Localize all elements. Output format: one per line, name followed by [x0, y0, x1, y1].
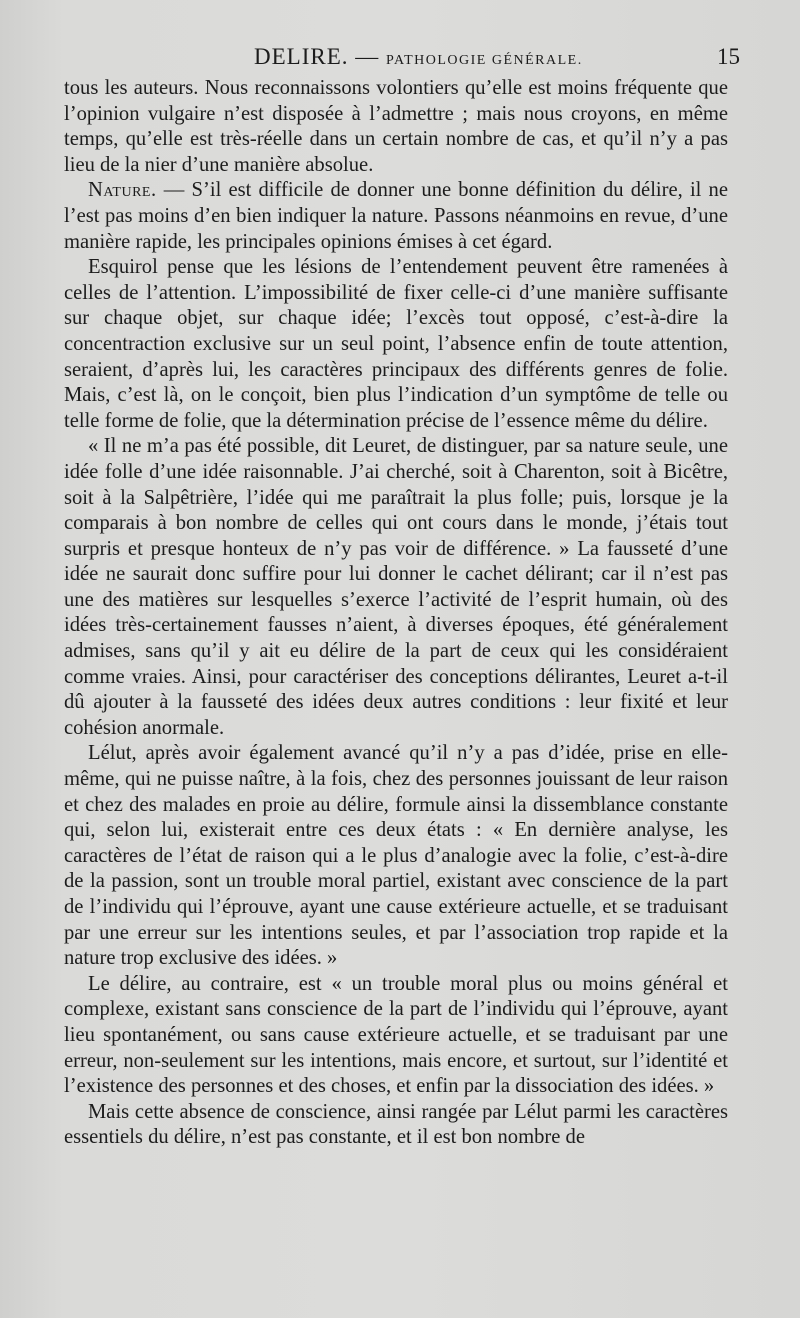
paragraph-3: Esquirol pense que les lésions de l’entendement peuvent être ramenées à celles de l’attention. L’impossibilité de fixer celle-ci d’une manière suffisante sur chaque objet, sur chaque idée; l’excès tout opposé, c’est-à-dire la concentraction exclusive sur un seul point, l’absence enfin de toute attention, seraient, d’après lui, les caractères principaux des différents genres de folie. Mais, c’est là, on le conçoit, bien plus l’indication d’un symptôme de telle ou telle forme de folie, que la détermination précise de l’essence même du délire.	[64, 256, 728, 432]
running-head	[64, 44, 740, 76]
running-head-separator: —	[348, 44, 387, 69]
section-lead-nature: Nature.	[88, 179, 157, 202]
running-head-title	[254, 44, 583, 70]
paragraph-2-text: — S’il est difficile de donner une bonne définition du délire, il ne l’est pas moins d’en bien indiquer la nature. Passons néanmoins en revue, d’une manière rapide, les principales opinions émises à cet égard.	[64, 179, 728, 253]
paragraph-1: tous les auteurs. Nous reconnaissons volontiers qu’elle est moins fréquente que l’opinion vulgaire n’est disposée à l’admettre ; mais nous croyons, en même temps, qu’elle est très-réelle dans un certain nombre de cas, et qu’il n’y a pas lieu de la nier d’une manière absolue.	[64, 77, 728, 176]
paragraph-7: Mais cette absence de conscience, ainsi rangée par Lélut parmi les caractères essentiels du délire, n’est pas constante, et il est bon nombre de	[64, 1100, 728, 1149]
page-number: 15	[717, 44, 740, 69]
paragraph-5: Lélut, après avoir également avancé qu’il n’y a pas d’idée, prise en elle-même, qui ne puisse naître, à la fois, chez des personnes jouissant de leur raison et chez des malades en proie au délire, formule ainsi la dissemblance constante qui, selon lui, existerait entre ces deux états : « En dernière analyse, les caractères de l’état de raison qui a le plus d’analogie avec la folie, c’est-à-dire de la passion, sont un trouble moral partiel, existant avec conscience de la part de l’individu qui l’éprouve, ayant une cause extérieure actuelle, et se traduisant par une erreur sur les intentions seules, et par l’association trop rapide et la nature trop exclusive des idées. »	[64, 742, 728, 970]
paragraph-2	[64, 178, 728, 255]
running-head-subtitle: PATHOLOGIE GÉNÉRALE.	[386, 53, 583, 68]
paragraph-4: « Il ne m’a pas été possible, dit Leuret, de distinguer, par sa nature seule, une idée folle d’une idée raisonnable. J’ai cherché, soit à Charenton, soit à Bicêtre, soit à la Salpêtrière, l’idée qui me paraîtrait la plus folle; puis, lorsque je la comparais à bon nombre de celles qui ont cours dans le monde, j’étais tout surpris et presque honteux de n’y pas voir de différence. » La fausseté d’une idée ne saurait donc suffire pour lui donner le cachet délirant; car il n’est pas une des matières sur lesquelles s’exerce l’activité de l’esprit humain, où des idées très-certainement fausses n’aient, à diverses époques, été généralement admises, sans qu’il y ait eu délire de la part de ceux qui les considéraient comme vraies. Ainsi, pour caractériser des conceptions délirantes, Leuret a-t-il dû ajouter à la fausseté des idées deux autres conditions : leur fixité et leur cohésion anormale.	[64, 435, 728, 739]
running-head-main: DELIRE.	[254, 44, 349, 69]
paragraph-6: Le délire, au contraire, est « un trouble moral plus ou moins général et complexe, existant sans conscience de la part de l’individu qui l’éprouve, ayant lieu spontanément, ou sans cause extérieure actuelle, et se traduisant par une erreur, non-seulement sur les intentions, mais encore, et surtout, sur l’identité et l’existence des personnes et des choses, et enfin par la dissociation des idées. »	[64, 972, 728, 1098]
body-text	[64, 76, 728, 1151]
